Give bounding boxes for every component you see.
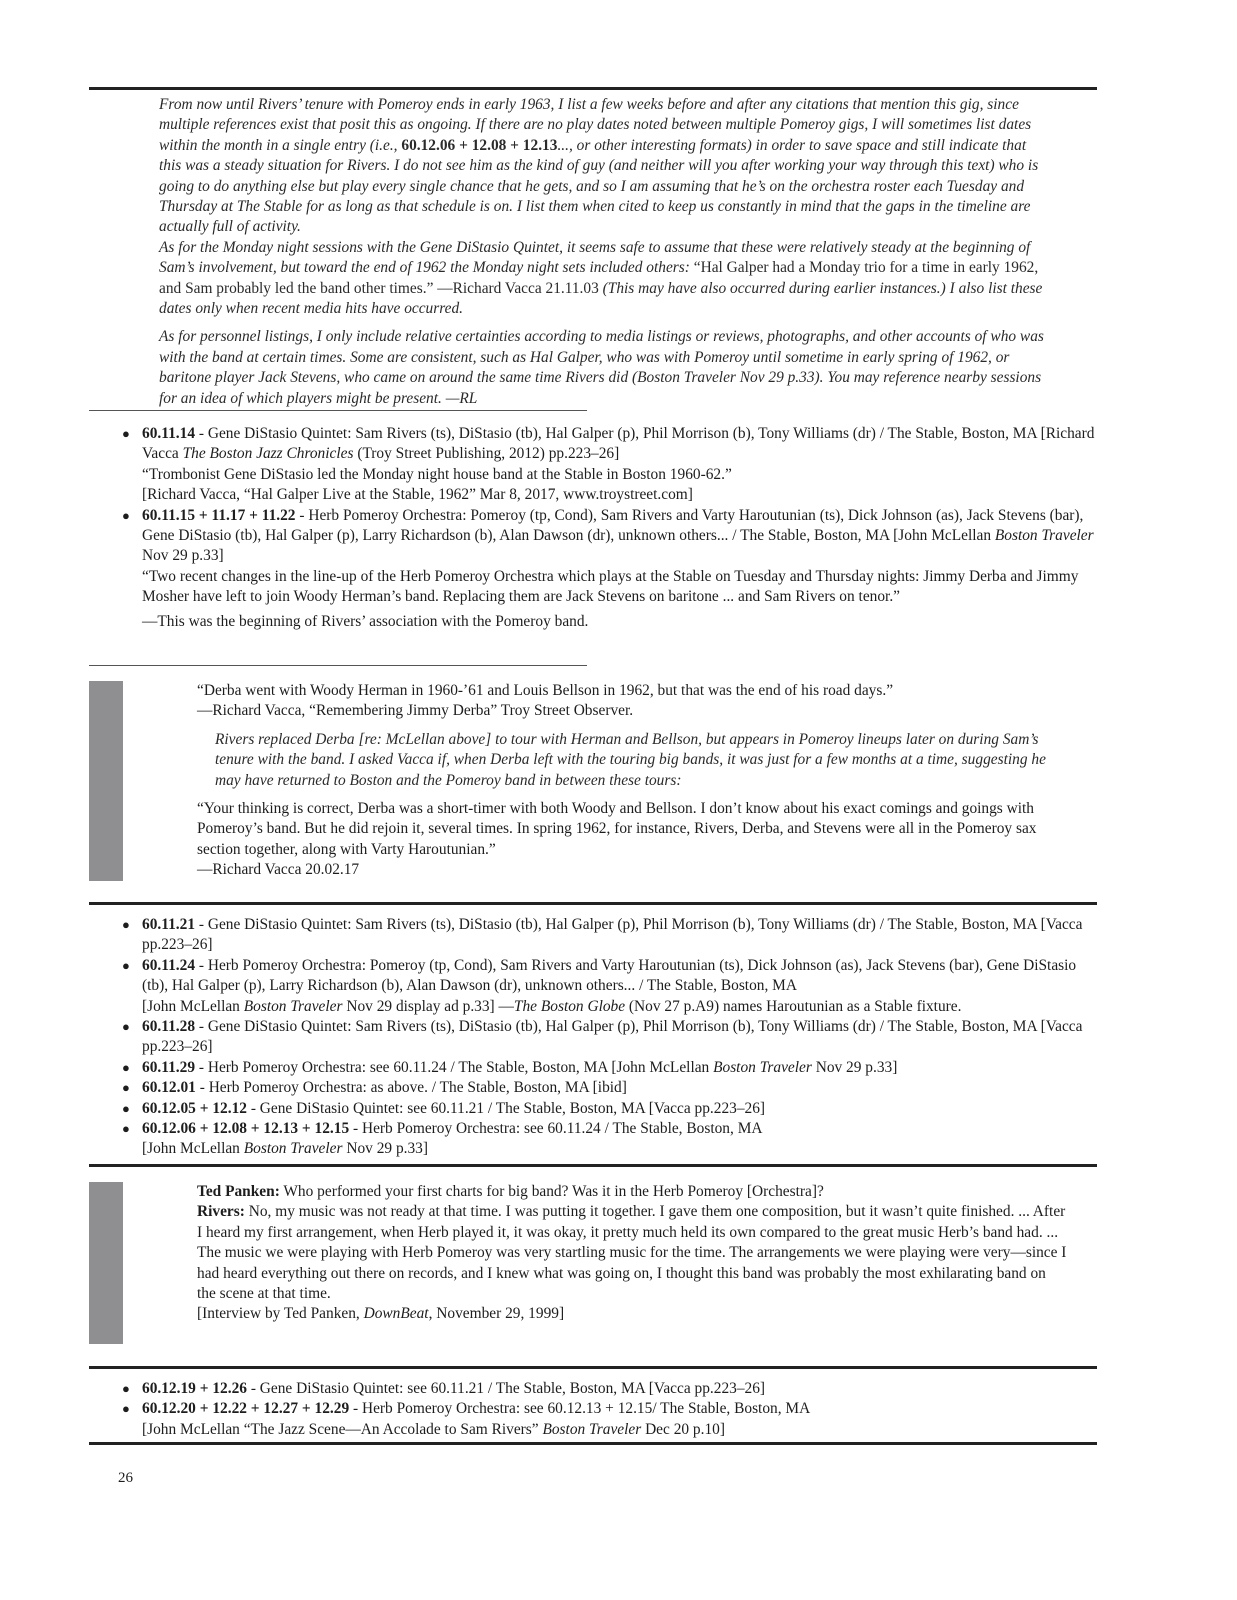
bullet-icon: ● [122,426,130,441]
intro-paragraph-3: As for personnel listings, I only include relative certainties according to media listings or reviews, photographs, and other accounts of who was with the band at certain times. Some are consistent, such as Hal Galper, who was with Pomeroy until sometime in early spring of 1962, or baritone player Jack Stevens, who came on around the same time Rivers did (Boston Traveler Nov 29 p.33). You may reference nearby sessions for an idea of which players might be present. —RL [159,328,1044,407]
interview-text: Ted Panken: Who performed your first charts for big band? Was it in the Herb Pomeroy [Orchestra]? Rivers: No, my music was not ready at that time. I was putting it together. I gave them one composition, but it wasn’t quite finished. ... After I heard my first arrangement, when Herb played it, it was okay, it pretty much held its own compared to the great music Herb’s band had. ... The music we were playing with Herb Pomeroy was very startling music for the time. The arrangements we were playing were very—since I had heard everything out there on records, and I knew what was going on, I thought this band was probably the most exhilarating band on the scene at that time. [Interview by Ted Panken, DownBeat, November 29, 1999] [197,1183,1067,1323]
bullet-icon: ● [122,1381,130,1396]
list-item: ● 60.11.29 - Herb Pomeroy Orchestra: see 60.11.24 / The Stable, Boston, MA [John McLellan Boston Traveler Nov 29 p.33] [89,1058,1099,1078]
section-3 [89,1379,1099,1440]
bullet-icon: ● [122,1121,130,1137]
section-1-end-rule [89,665,587,666]
list-item: ● 60.11.28 - Gene DiStasio Quintet: Sam Rivers (ts), DiStasio (tb), Hal Galper (p), Phil Morrison (b), Tony Williams (dr) / The Stable, Boston, MA [Vacca pp.223–26] [122,1018,1083,1056]
intro-note [159,95,1049,417]
list-item: ● 60.11.14 - Gene DiStasio Quintet: Sam Rivers (ts), DiStasio (tb), Hal Galper (p), Phil Morrison (b), Tony Williams (dr) / The Stable, Boston, MA [Richard Vacca The Boston Jazz Chronicles (Troy Street Publishing, 2012) pp.223–26] “Trombonist Gene DiStasio led the Monday night house band at the Stable in Boston 1960-62.” [Richard Vacca, “Hal Galper Live at the Stable, 1962” Mar 8, 2017, www.troystreet.com] [122,425,1095,504]
sidebar-text: “Derba went with Woody Herman in 1960-’61 and Louis Bellson in 1962, but that was the end of his road days.” —Richard Vacca, “Remembering Jimmy Derba” Troy Street Observer. Rivers replaced Derba [re: McLellan above] to tour with Herman and Bellson, but appears in Pomeroy lineups later on during Sam’s tenure with the band. I asked Vacca if, when Derba left with the touring big bands, it was just for a few months at a time, suggesting he may have returned to Boston and the Pomeroy band in between these tours: “Your thinking is correct, Derba was a short-timer with both Woody and Bellson. I don’t know about his exact comings and goings with Pomeroy’s band. But he did rejoin it, several times. In spring 1962, for instance, Rivers, Derba, and Stevens were all in the Pomeroy sax section together, along with Varty Haroutunian.” —Richard Vacca 20.02.17 [197,682,1046,879]
sidebar-bar [89,1182,123,1344]
list-item: ● 60.11.15 + 11.17 + 11.22 - Herb Pomeroy Orchestra: Pomeroy (tp, Cond), Sam Rivers and Varty Haroutunian (ts), Dick Johnson (as), Jack Stevens (bar), Gene DiStasio (tb), Hal Galper (p), Larry Richardson (b), Alan Dawson (dr), unknown others... / The Stable, Boston, MA [John McLellan Boston Traveler Nov 29 p.33] “Two recent changes in the line-up of the Herb Pomeroy Orchestra which plays at the Stable on Tuesday and Thursday nights: Jimmy Derba and Jimmy Mosher have left to join Woody Herman’s band. Replacing them are Jack Stevens on baritone ... and Sam Rivers on tenor.” —This was the beginning of Rivers’ association with the Pomeroy band. [122,506,1094,630]
list-item: ● 60.12.01 - Herb Pomeroy Orchestra: as above. / The Stable, Boston, MA [ibid] [89,1078,1099,1098]
list-item: ● 60.12.20 + 12.22 + 12.27 + 12.29 - Herb Pomeroy Orchestra: see 60.12.13 + 12.15/ The Stable, Boston, MA [John McLellan “The Jazz Scene—An Accolade to Sam Rivers” Boston Traveler Dec 20 p.10] [122,1400,811,1438]
section-2-end-rule [89,1164,1097,1167]
section-1 [89,424,1099,632]
section-2-top-rule [89,902,1097,905]
page-number: 26 [118,1470,133,1486]
top-rule [89,87,1097,90]
bullet-icon: ● [122,507,130,523]
bullet-icon: ● [122,1100,130,1116]
interview-box [89,1182,1099,1344]
bullet-icon: ● [122,957,130,973]
bullet-icon: ● [122,1401,130,1417]
sidebar-bar [89,681,123,881]
list-item: ● 60.11.21 - Gene DiStasio Quintet: Sam Rivers (ts), DiStasio (tb), Hal Galper (p), Phil Morrison (b), Tony Williams (dr) / The Stable, Boston, MA [Vacca pp.223–26] [122,916,1083,954]
bullet-icon: ● [122,1019,130,1035]
intro-paragraph-2: As for the Monday night sessions with the Gene DiStasio Quintet, it seems safe to assume that these were relatively steady at the beginning of Sam’s involvement, but toward the end of 1962 the Monday night sets included others: “Hal Galper had a Monday trio for a time in early 1962, and Sam probably led the band other times.” —Richard Vacca 21.11.03 (This may have also occurred during earlier instances.) I also list these dates only when recent media hits have occurred. [159,238,1043,318]
bullet-icon: ● [122,1080,130,1096]
sidebar-quote-box-1 [89,681,1099,881]
intro-end-rule [89,410,587,411]
section-2 [89,915,1099,1160]
list-item: ● 60.11.24 - Herb Pomeroy Orchestra: Pomeroy (tp, Cond), Sam Rivers and Varty Haroutunian (ts), Dick Johnson (as), Jack Stevens (bar), Gene DiStasio (tb), Hal Galper (p), Larry Richardson (b), Alan Dawson (dr), unknown others... / The Stable, Boston, MA [John McLellan Boston Traveler Nov 29 display ad p.33] —The Boston Globe (Nov 27 p.A9) names Haroutunian as a Stable fixture. [122,956,1077,1015]
list-item: ● 60.12.19 + 12.26 - Gene DiStasio Quintet: see 60.11.21 / The Stable, Boston, MA [Vacca pp.223–26] [89,1379,1099,1399]
list-item: ● 60.12.06 + 12.08 + 12.13 + 12.15 - Herb Pomeroy Orchestra: see 60.11.24 / The Stable, Boston, MA [John McLellan Boston Traveler Nov 29 p.33] [122,1120,763,1158]
bottom-rule [89,1442,1097,1445]
bullet-icon: ● [122,917,130,932]
intro-paragraph-1: From now until Rivers’ tenure with Pomeroy ends in early 1963, I list a few weeks before and after any citations that mention this gig, since multiple references exist that posit this as ongoing. If there are no play dates noted between multiple Pomeroy gigs, I will sometimes list dates within the month in a single entry (i.e., 60.12.06 + 12.08 + 12.13..., or other interesting formats) in order to save space and still indicate that this was a steady situation for Rivers. I do not see him as the kind of guy (and neither will you after working your way through this text) who is going to do anything else but play every single chance that he gets, and so I am assuming that he’s on the orchestra roster each Tuesday and Thursday at The Stable for as long as that schedule is on. I list them when cited to keep us constantly in mind that the gaps in the timeline are actually full of activity. [159,96,1039,236]
bullet-icon: ● [122,1059,130,1075]
section-3-top-rule [89,1366,1097,1369]
list-item: ● 60.12.05 + 12.12 - Gene DiStasio Quintet: see 60.11.21 / The Stable, Boston, MA [Vacca pp.223–26] [89,1099,1099,1119]
